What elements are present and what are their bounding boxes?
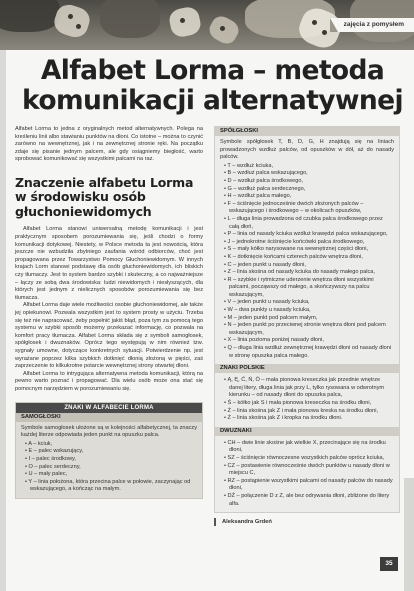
list-item: • Ż – linia skośna jak Z i kropka na środku dłoni. [220, 415, 394, 423]
list-item: • O – palec serdeczny, [21, 464, 197, 472]
body-paragraph-2: Alfabet Lorma daje wiele możliwości osobie głuchoniewidomej, ale także jej opiekunowi. Pozwala wszystkim jest to system prosty w użyciu. Trzeba się też nie napracować, żeby popełnić jakiś błąd, poza tym za pomocą tego systemu w szybki sposób możemy przekazać informację, co pozwala na komfort pracy tłumacza. Alfabet Lorma składa się z symboli samogłosek, spółgłosek i dwuznaków. Oprócz tego występują w nim również tzw. sygnały umowne, dotyczące konkretnych sytuacji. Potwierdzenie np. jest wyrażane poprzez kilka szybkich dotknięć dłonią złożoną w pięści, zaś zaprzeczenie to kilkukrotne potarcie wewnętrznej strony otwartej dłoni. [15, 302, 203, 370]
body-paragraph-1: Alfabet Lorma stanowi uniwersalną metodę komunikacji i jest praktycznym sposobem porozumiewania się, jeśli chodzi o formy komunikacji dotykowej. Niestety, w Polsce metoda ta jest nowością, która jeszcze nie wzbudziła zbytniego zaufania wśród odbiorców, choć jest propagowana przez Towarzystwo Pomocy Głuchoniewidomym. W innych krajach Lorm stanowi podstawę dla osób głuchoniewidomych, ich bliskich czy tłumaczy. Jest to system bardzo szybki i skuteczny, a co najważniejsze – łączy ze sobą dwa środowiska: ludzi niewidomych i niesłyszących, dla których jest jednym z nielicznych sposobów porozumiewania się bez tłumacza. [15, 226, 203, 301]
list-item: • V – jeden punkt u nasady kciuka, [220, 299, 394, 307]
polish-signs-subheading: ZNAKI POLSKIE [215, 364, 399, 373]
vowels-subheading: SAMOGŁOSKI [16, 413, 202, 422]
right-column [214, 126, 400, 526]
list-item: • X – linia pozioma poniżej nasady dłoni, [220, 337, 394, 345]
list-item: • Z – linia skośna od nasady kciuka do nasady małego palca, [220, 269, 394, 277]
list-item: • P – linia od nasady kciuka wzdłuż krawędzi palca wskazującego, [220, 231, 394, 239]
vowels-description: Symbole samogłosek ułożone są w kolejności alfabetycznej, ta znaczy każdej literze odpowiada jeden punkt na opuszku palca. [21, 424, 197, 439]
list-item: • Ś – kółko jak S i mała pionowa kreseczka na środku dłoni, [220, 400, 394, 408]
list-item: • Q – długa linia wzdłuż zewnętrznej krawędzi dłoni od nasady dłoni w stronę opuszka palca małego. [220, 345, 394, 360]
article-title: Alfabet Lorma – metoda komunikacji alternatywnej [22, 55, 403, 116]
list-item: • SZ – ściśnięcie równoczesne wszystkich palców oprócz kciuka, [220, 455, 394, 463]
list-item: • M – jeden punkt pod palcem małym, [220, 315, 394, 323]
list-item: • G – wzdłuż palca serdecznego, [220, 186, 394, 194]
intro-paragraph: Alfabet Lorma to jedna z oryginalnych metod alternatywnych. Polega na kreśleniu linii albo stawianiu punktów na dłoni. Co istotne – można to czynić zarówno na wewnętrznej, jak i na zewnętrznej stronie ręki. Na początku zdaje się pisanie jednym palcem, ale gdy osiągniemy biegłość, warto sprobować komunikować się wszystkimi palcami na raz. [15, 126, 203, 163]
list-item: • CH – dwie linie skośne jak wielkie X, przecinające się na środku dłoni, [220, 440, 394, 455]
author-name: Aleksandra Grdeń [214, 518, 400, 526]
list-item: • U – mały palec, [21, 471, 197, 479]
list-item: • B – wzdłuż palca wskazującego, [220, 170, 394, 178]
vowels-list [21, 441, 197, 494]
list-item: • W – dwa punkty u nasady kciuka, [220, 307, 394, 315]
right-margin-strip [404, 478, 414, 591]
list-item: • A – kciuk, [21, 441, 197, 449]
list-item: • S – mały kółko narysowane na wewnętrznej części dłoni, [220, 246, 394, 254]
digraphs-list [220, 440, 394, 508]
consonants-description: Symbole spółgłosek T, B, D, G, H znajdują się na liniach prowadzonych wzdłuż palców, od opuszków w dół, aż do nasady palców. [220, 139, 394, 161]
list-item: • F – ściśnięcie jednocześnie dwóch złożonych palców – wskazującego i środkowego – w okolicach opuszków, [220, 201, 394, 216]
page-number: 35 [380, 557, 398, 571]
list-item: • L – długa linia prowadzona od czubka palca środkowego przez całą dłoń, [220, 216, 394, 231]
signs-box-title: ZNAKI W ALFABECIE LORMA [16, 403, 202, 413]
list-item: • Ź – linia skośna jak Z i mała pionowa kreska na środku dłoni, [220, 408, 394, 416]
consonants-subheading: SPÓŁGŁOSKI [215, 127, 399, 136]
list-item: • T – wzdłuż kciuka, [220, 163, 394, 171]
list-item: • C – jeden punkt u nasady dłoni, [220, 262, 394, 270]
consonants-box [214, 126, 400, 513]
polish-signs-list [220, 377, 394, 423]
list-item: • H – wzdłuż palca małego, [220, 193, 394, 201]
list-item: • DŹ – połączenie D z Z, ale bez odrywania dłoni, zbliżone do litery alfa. [220, 493, 394, 508]
digraphs-subheading: DWUZNAKI [215, 427, 399, 436]
list-item: • I – palec środkowy, [21, 456, 197, 464]
section-tag: zajęcia z pomysłem [330, 18, 414, 32]
left-margin-strip [0, 50, 6, 591]
list-item: • J – jednokrotne ściśnięcie końcówki palca środkowego, [220, 239, 394, 247]
signs-box [15, 402, 203, 499]
list-item: • Ą, Ę, Ć, Ń, Ó – mała pionowa kreseczka jak przednie wnętrze danej litery, długa linia jak przy L, tylko rysowana w odwrotnym kierunku – od nasady dłoni do opuszka palca, [220, 377, 394, 400]
body-paragraph-3: Alfabet Lorma to intrygująca alternatywna metoda komunikacji, którą na pewno warto poznać i propagować. Dla wielu osób może ona stać się pomocnym narzędziem w porozumiewaniu się. [15, 370, 203, 392]
list-item: • R – szybkie i rytmiczne uderzenie wnętrza dłoni wszystkimi palcami, począwszy od małego, a skończywszy na palcu wskazującym, [220, 277, 394, 300]
list-item: • N – jeden punkt po przeciwnej stronie wnętrza dłoni pod palcem wskazującym, [220, 322, 394, 337]
left-column [15, 126, 203, 499]
list-item: • Y – linia położona, która przecina palce w połowie, zaczynając od wskazującego, a kończąc na małym. [21, 479, 197, 494]
consonants-list [220, 163, 394, 360]
list-item: • RZ – postąpienie wszystkimi palcami od nasady palców do nasady dłoni, [220, 478, 394, 493]
list-item: • CZ – postawienie równocześnie dwóch punktów u nasady dłoni w miejscu C, [220, 463, 394, 478]
section-heading: Znaczenie alfabetu Lorma w środowisku osób głuchoniewidomych [15, 174, 194, 219]
list-item: • D – wzdłuż palca środkowego, [220, 178, 394, 186]
list-item: • K – dotknięcie końcami czterech palców wnętrza dłoni, [220, 254, 394, 262]
list-item: • E – palec wskazujący, [21, 448, 197, 456]
